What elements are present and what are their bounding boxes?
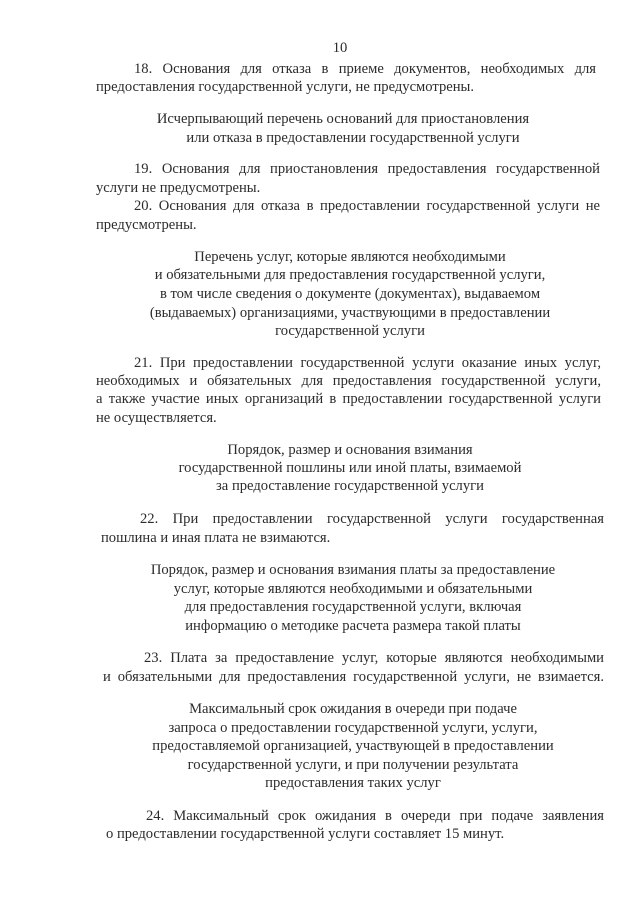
- paragraph-line: а также участие иных организаций в предоставлении государственной услуги: [96, 391, 601, 407]
- heading-line: государственной пошлины или иной платы, взимаемой: [178, 460, 522, 476]
- heading-line: Исчерпывающий перечень оснований для приостановления: [156, 111, 530, 127]
- heading-line: в том числе сведения о документе (документах), выдаваемом: [159, 286, 541, 302]
- heading-line: Порядок, размер и основания взимания платы за предоставление: [150, 562, 556, 578]
- paragraph-line: 22. При предоставлении государственной услуги государственная: [140, 511, 604, 527]
- paragraph-line: необходимых и обязательных для предоставления государственной услуги,: [96, 373, 601, 389]
- paragraph-line: предусмотрены.: [96, 217, 197, 233]
- heading-line: государственной услуги: [275, 323, 425, 339]
- heading-line: предоставления таких услуг: [265, 775, 441, 791]
- heading-line: Максимальный срок ожидания в очереди при подаче: [189, 701, 517, 717]
- heading-line: или отказа в предоставлении государственной услуги: [186, 130, 520, 146]
- paragraph-line: 18. Основания для отказа в приеме документов, необходимых для: [134, 61, 596, 77]
- paragraph-line: 24. Максимальный срок ожидания в очереди при подаче заявления: [146, 808, 604, 824]
- heading-line: предоставляемой организацией, участвующей в предоставлении: [152, 738, 554, 754]
- paragraph-line: 21. При предоставлении государственной услуги оказание иных услуг,: [134, 355, 601, 371]
- paragraph-line: и обязательными для предоставления государственной услуги, не взимается.: [103, 669, 604, 685]
- heading-line: за предоставление государственной услуги: [216, 478, 484, 494]
- heading-line: (выдаваемых) организациями, участвующими в предоставлении: [149, 305, 551, 321]
- paragraph-line: 20. Основания для отказа в предоставлении государственной услуги не: [134, 198, 600, 214]
- heading-line: Порядок, размер и основания взимания: [227, 442, 473, 458]
- paragraph-line: 23. Плата за предоставление услуг, которые являются необходимыми: [144, 650, 604, 666]
- page-number: 10: [332, 40, 348, 56]
- heading-line: информацию о методике расчета размера такой платы: [185, 618, 521, 634]
- heading-line: государственной услуги, и при получении результата: [187, 757, 519, 773]
- heading-line: Перечень услуг, которые являются необходимыми: [194, 249, 506, 265]
- paragraph-line: о предоставлении государственной услуги составляет 15 минут.: [106, 826, 505, 842]
- heading-line: услуг, которые являются необходимыми и обязательными: [173, 581, 533, 597]
- paragraph-line: услуги не предусмотрены.: [96, 180, 261, 196]
- heading-line: для предоставления государственной услуги, включая: [184, 599, 522, 615]
- paragraph-line: пошлина и иная плата не взимаются.: [101, 530, 331, 546]
- paragraph-line: 19. Основания для приостановления предоставления государственной: [134, 161, 600, 177]
- paragraph-line: не осуществляется.: [96, 410, 217, 426]
- heading-line: и обязательными для предоставления государственной услуги,: [154, 267, 546, 283]
- paragraph-line: предоставления государственной услуги, не предусмотрены.: [96, 79, 474, 95]
- heading-line: запроса о предоставлении государственной услуги, услуги,: [168, 720, 538, 736]
